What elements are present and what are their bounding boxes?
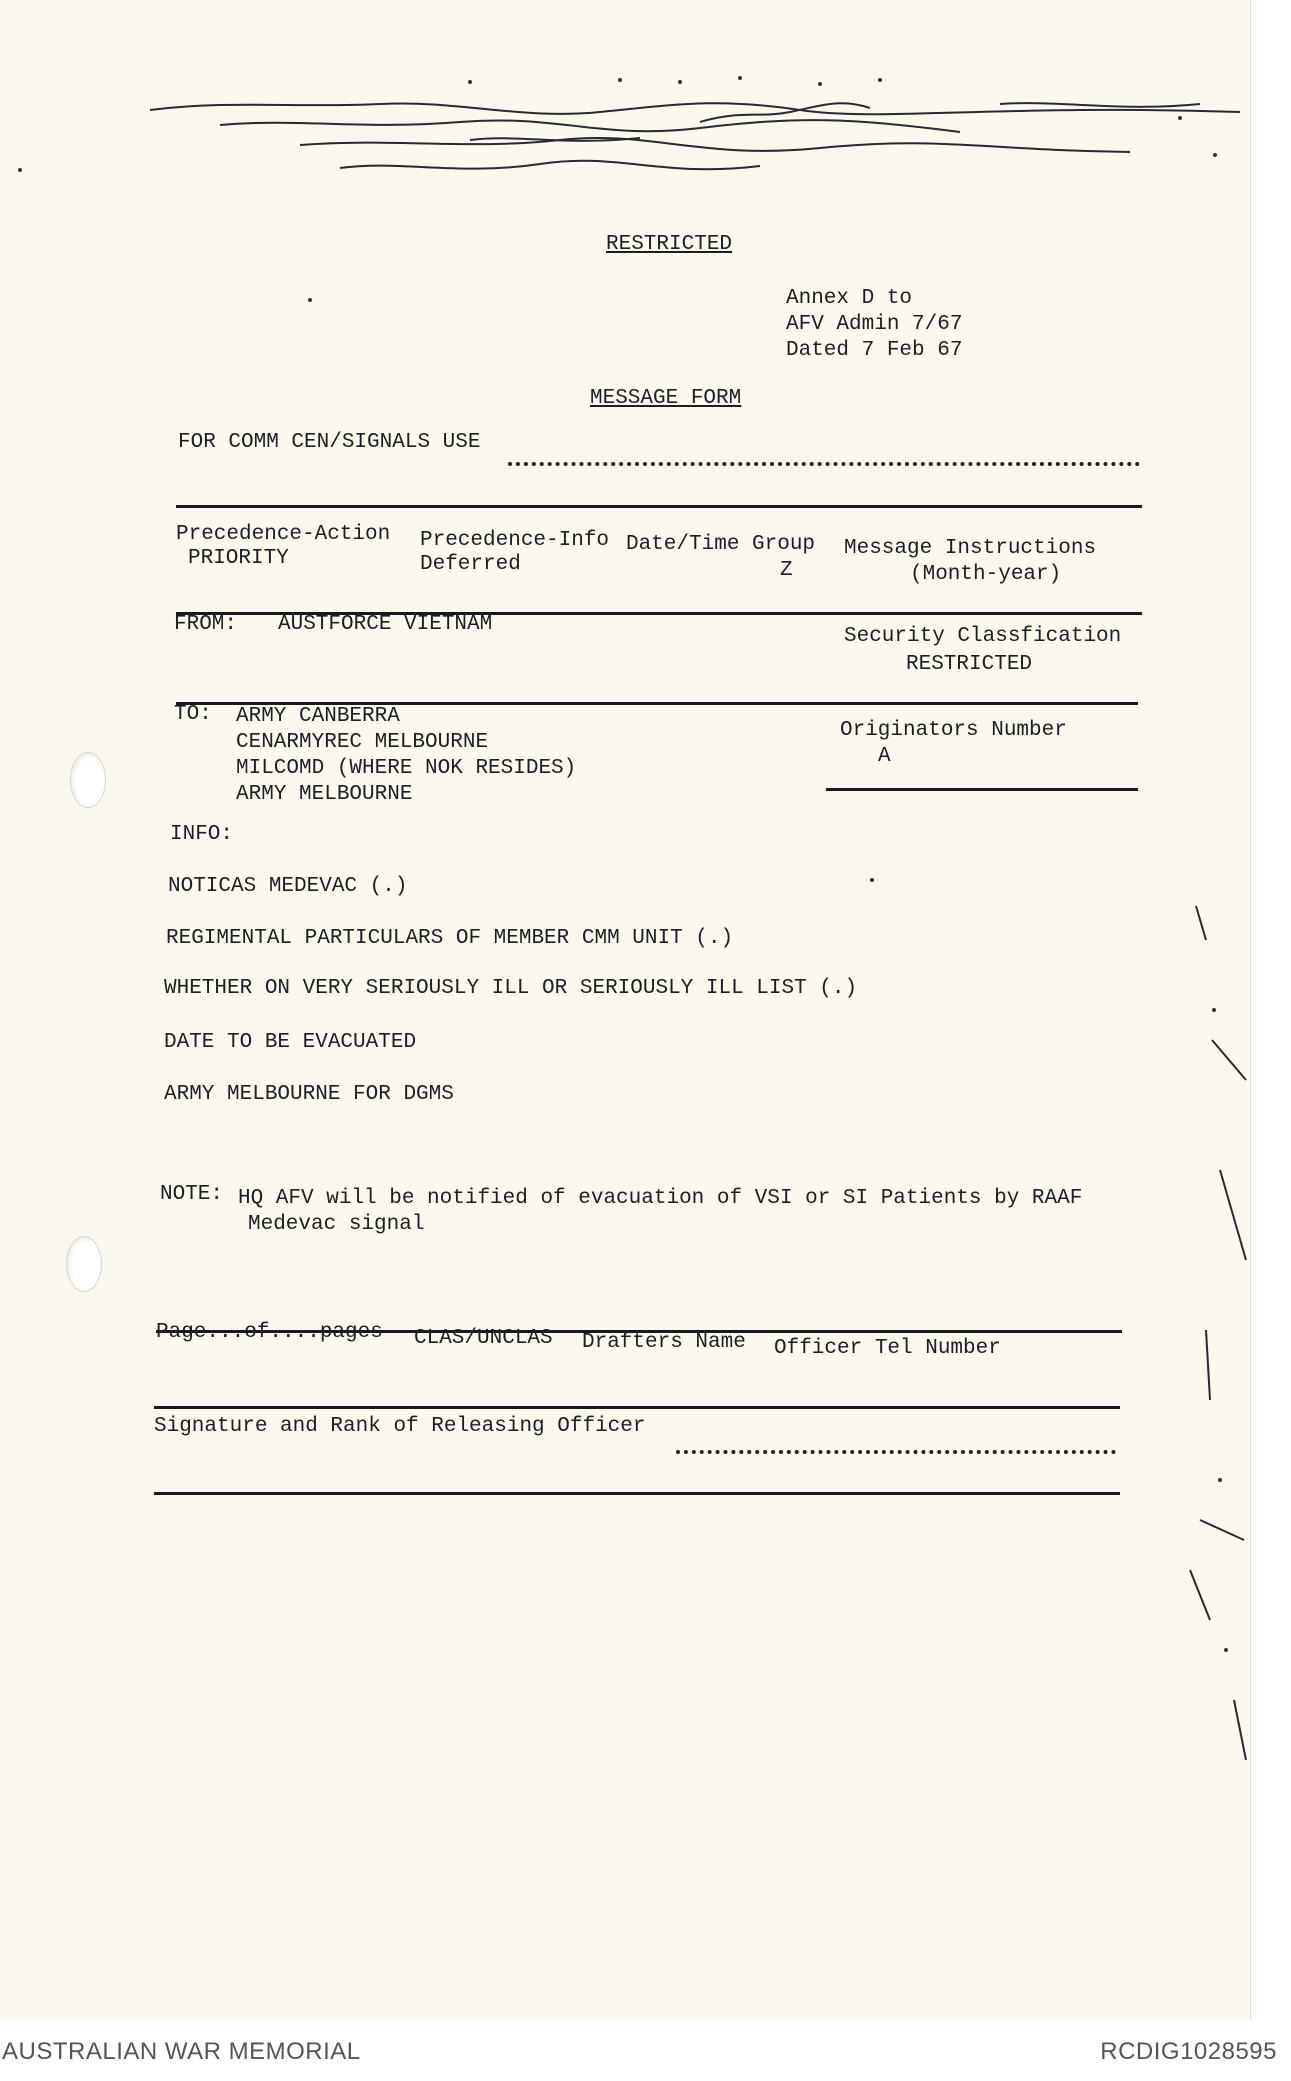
comm-cen-label: FOR COMM CEN/SIGNALS USE: [178, 431, 481, 454]
rule: [154, 1492, 1120, 1495]
precedence-action-value: PRIORITY: [188, 547, 289, 570]
rule: [176, 505, 1142, 508]
comm-cen-dotted-line: [508, 462, 1140, 466]
precedence-action-label: Precedence-Action: [176, 523, 391, 546]
classification-heading: RESTRICTED: [606, 233, 733, 256]
originators-number-label: Originators Number: [840, 719, 1067, 742]
precedence-info-value: Deferred: [420, 553, 521, 576]
precedence-info-label: Precedence-Info: [420, 529, 610, 552]
from-label: FROM:: [174, 613, 238, 636]
note-line: Medevac signal: [248, 1213, 425, 1236]
scribble-marks: [0, 0, 1250, 200]
archive-label-left: AUSTRALIAN WAR MEMORIAL: [2, 2038, 361, 2065]
message-instructions-label: Message Instructions: [844, 537, 1097, 560]
to-addressee: MILCOMD (WHERE NOK RESIDES): [236, 757, 577, 780]
originators-number-value: A: [878, 745, 891, 768]
date-time-group-label: Date/Time Group: [626, 533, 816, 556]
to-addressee: ARMY CANBERRA: [236, 705, 400, 728]
signature-dotted-line: [676, 1450, 1116, 1454]
body-line: DATE TO BE EVACUATED: [164, 1031, 417, 1054]
rule: [826, 788, 1138, 791]
rule: [154, 1406, 1120, 1409]
note-line: HQ AFV will be notified of evacuation of VSI or SI Patients by RAAF: [238, 1187, 1083, 1210]
from-value: AUSTFORCE VIETNAM: [278, 613, 493, 636]
clas-unclas-field: CLAS/UNCLAS: [414, 1327, 553, 1350]
drafters-name-field: Drafters Name: [582, 1331, 746, 1354]
date-time-group-value: Z: [780, 559, 793, 582]
signature-label: Signature and Rank of Releasing Officer: [154, 1415, 646, 1438]
punch-hole: [66, 1236, 102, 1292]
to-addressee: CENARMYREC MELBOURNE: [236, 731, 489, 754]
body-line: NOTICAS MEDEVAC (.): [168, 875, 408, 898]
annex-line: Annex D to: [786, 287, 913, 310]
body-line: REGIMENTAL PARTICULARS OF MEMBER CMM UNIT (.): [166, 927, 734, 950]
to-label: TO:: [174, 703, 212, 726]
to-addressee: ARMY MELBOURNE: [236, 783, 413, 806]
note-label: NOTE:: [160, 1183, 224, 1206]
archive-label-right: RCDIG1028595: [1100, 2038, 1277, 2065]
punch-hole: [70, 752, 106, 808]
info-label: INFO:: [170, 823, 234, 846]
security-classification-value: RESTRICTED: [906, 653, 1033, 676]
form-title: MESSAGE FORM: [590, 387, 742, 410]
body-line: WHETHER ON VERY SERIOUSLY ILL OR SERIOUSLY ILL LIST (.): [164, 977, 858, 1000]
message-instructions-value: (Month-year): [910, 563, 1062, 586]
annex-line: Dated 7 Feb 67: [786, 339, 963, 362]
pages-field: Page...of....pages: [156, 1321, 383, 1344]
officer-tel-number-field: Officer Tel Number: [774, 1337, 1001, 1360]
security-classification-label: Security Classfication: [844, 625, 1122, 648]
annex-line: AFV Admin 7/67: [786, 313, 963, 336]
body-line: ARMY MELBOURNE FOR DGMS: [164, 1083, 454, 1106]
